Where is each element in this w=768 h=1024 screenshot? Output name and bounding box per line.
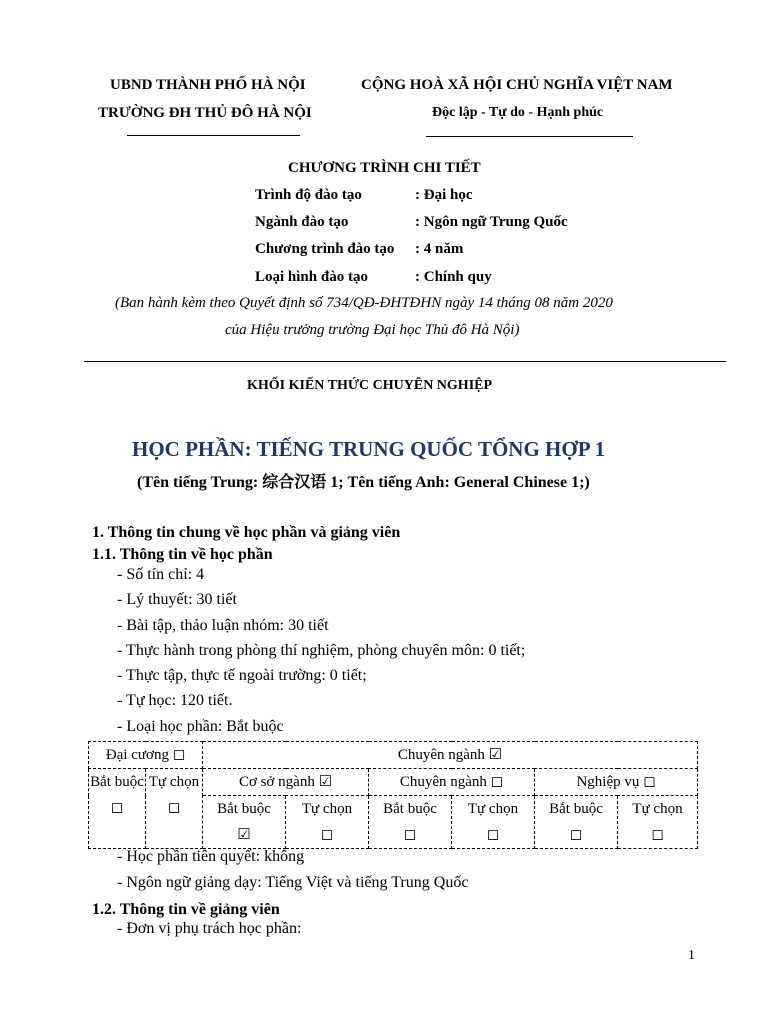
header-country-right: CỘNG HOÀ XÃ HỘI CHỦ NGHĨA VIỆT NAM xyxy=(361,77,673,93)
program-value-type: : Chính quy xyxy=(415,269,492,285)
course-info-item: - Số tín chỉ: 4 xyxy=(117,566,205,583)
table-cell-base: Cơ sở ngành ☑ xyxy=(203,769,369,796)
table-cell-major-required xyxy=(369,796,452,849)
general-required-label: Bắt buộc xyxy=(90,774,144,790)
course-info-item: - Tự học: 120 tiết. xyxy=(117,692,233,709)
major-required-label: Bắt buộc xyxy=(383,801,437,817)
table-cell-profession: Nghiệp vụ ◻ xyxy=(535,769,698,796)
table-cell-base-required xyxy=(203,796,286,849)
table-cell-specialized: Chuyên ngành ☑ xyxy=(203,742,698,769)
course-info-item: - Thực tập, thực tế ngoài trường: 0 tiết; xyxy=(117,667,367,684)
base-required-label: Bắt buộc xyxy=(217,801,271,817)
profession-elective-label: Tự chọn xyxy=(632,801,683,817)
lecturer-info-item: - Đơn vị phụ trách học phần: xyxy=(117,920,302,937)
program-value-level: : Đại học xyxy=(415,187,473,203)
section1-heading: 1. Thông tin chung về học phần và giảng viên xyxy=(92,524,401,541)
course-info-item: - Bài tập, thảo luận nhóm: 30 tiết xyxy=(117,617,329,634)
program-issued-line1: (Ban hành kèm theo Quyết định số 734/QĐ-ĐHTĐHN ngày 14 tháng 08 năm 2020 xyxy=(115,295,613,311)
header-org-left: UBND THÀNH PHỐ HÀ NỘI xyxy=(110,77,306,93)
base-elective-box: ◻ xyxy=(320,827,334,843)
header-left-underline xyxy=(127,135,300,136)
course-info-item: - Loại học phần: Bắt buộc xyxy=(117,718,284,735)
course-subtitle: (Tên tiếng Trung: 综合汉语 1; Tên tiếng Anh: General Chinese 1;) xyxy=(137,474,590,491)
program-value-major: : Ngôn ngữ Trung Quốc xyxy=(415,214,568,230)
program-label-major: Ngành đào tạo xyxy=(255,214,349,230)
base-required-box: ☑ xyxy=(237,827,251,843)
base-elective-label: Tự chọn xyxy=(301,801,353,817)
course-info-item: - Thực hành trong phòng thí nghiệm, phòng chuyên môn: 0 tiết; xyxy=(117,642,526,659)
page-number: 1 xyxy=(688,948,695,963)
profession-required-box: ◻ xyxy=(569,827,583,843)
section1-2-heading: 1.2. Thông tin về giảng viên xyxy=(92,901,280,918)
general-required-box: ◻ xyxy=(110,800,124,816)
header-school-left: TRƯỜNG ĐH THỦ ĐÔ HÀ NỘI xyxy=(98,105,312,121)
table-cell-profession-required xyxy=(535,796,618,849)
major-elective-label: Tự chọn xyxy=(467,801,519,817)
table-cell-general-required xyxy=(89,769,146,849)
table-cell-profession-elective xyxy=(618,796,698,849)
general-elective-label: Tự chọn xyxy=(148,774,200,790)
program-title: CHƯƠNG TRÌNH CHI TIẾT xyxy=(288,160,481,176)
section-divider xyxy=(84,361,726,362)
major-elective-box: ◻ xyxy=(486,827,500,843)
program-value-duration: : 4 năm xyxy=(415,241,464,257)
course-language: - Ngôn ngữ giảng dạy: Tiếng Việt và tiếng Trung Quốc xyxy=(117,874,469,891)
block-title: KHỐI KIẾN THỨC CHUYÊN NGHIỆP xyxy=(247,378,493,393)
general-elective-box: ◻ xyxy=(167,800,181,816)
program-label-level: Trình độ đào tạo xyxy=(255,187,362,203)
section1-1-heading: 1.1. Thông tin về học phần xyxy=(92,546,273,563)
profession-elective-box: ◻ xyxy=(651,827,664,843)
course-info-item: - Lý thuyết: 30 tiết xyxy=(117,591,237,608)
course-prerequisite: - Học phần tiên quyết: không xyxy=(117,848,305,865)
major-required-box: ◻ xyxy=(403,827,417,843)
table-cell-major-elective xyxy=(452,796,535,849)
course-title: HỌC PHẦN: TIẾNG TRUNG QUỐC TỔNG HỢP 1 xyxy=(132,437,606,461)
table-cell-general-elective xyxy=(146,769,203,849)
header-right-underline xyxy=(426,136,633,137)
program-issued-line2: của Hiệu trưởng trường Đại học Thủ đô Hà Nội) xyxy=(225,322,520,338)
program-label-type: Loại hình đào tạo xyxy=(255,269,368,285)
program-label-duration: Chương trình đào tạo xyxy=(255,241,395,257)
table-cell-general: Đại cương ◻ xyxy=(89,742,203,769)
table-cell-major: Chuyên ngành ◻ xyxy=(369,769,535,796)
profession-required-label: Bắt buộc xyxy=(549,801,603,817)
course-type-table xyxy=(88,741,698,849)
table-cell-base-elective xyxy=(286,796,369,849)
header-motto-right: Độc lập - Tự do - Hạnh phúc xyxy=(432,105,604,120)
